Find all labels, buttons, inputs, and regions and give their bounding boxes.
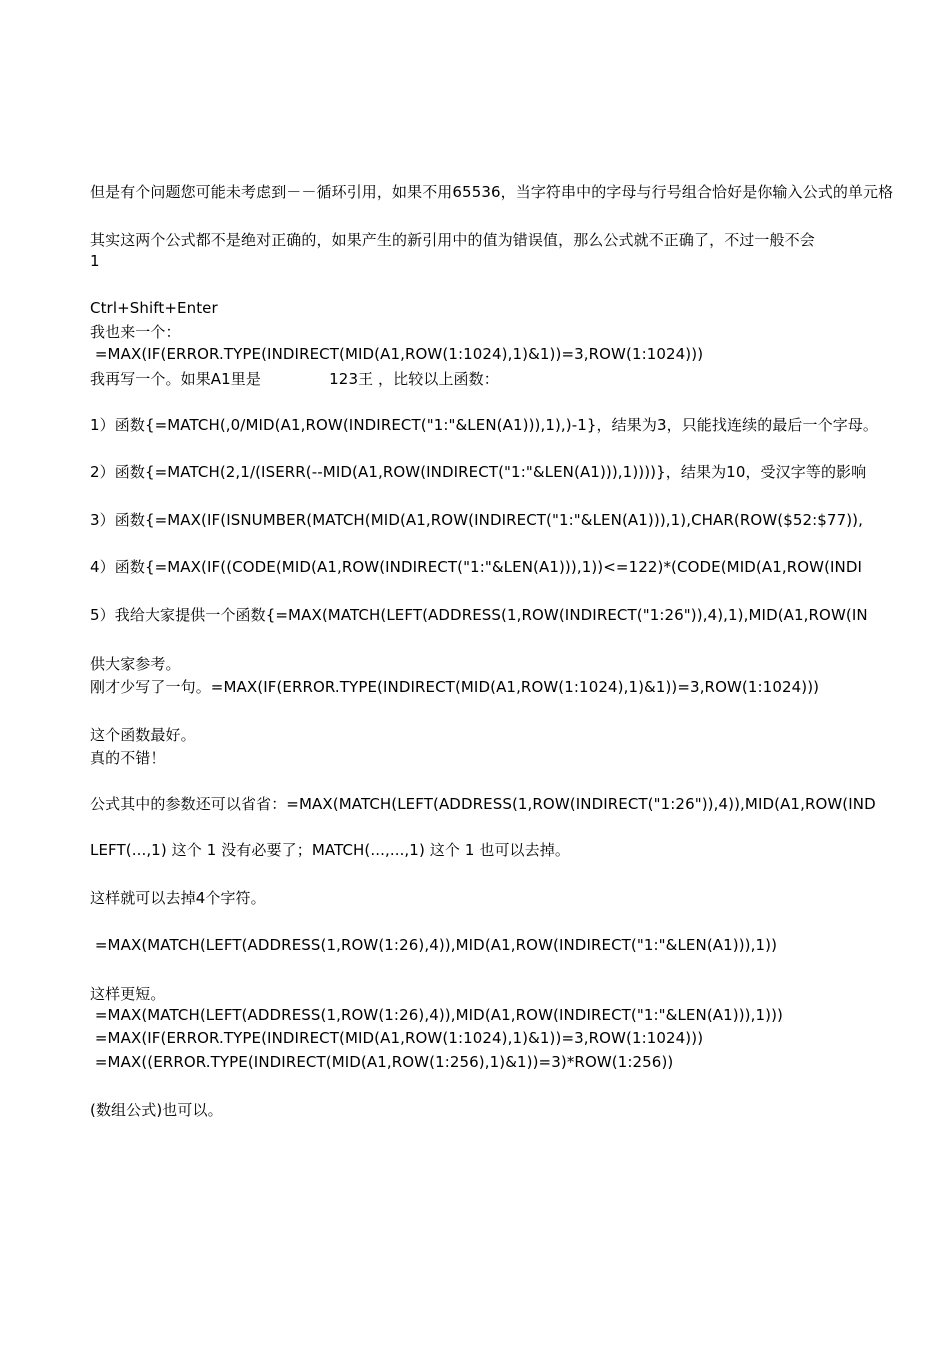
paragraph-for-reference: 供大家参考。: [90, 655, 181, 673]
paragraph-best-function: 这个函数最好。: [90, 726, 196, 744]
paragraph-key-combo: Ctrl+Shift+Enter: [90, 299, 218, 317]
formula-shortened: =MAX(MATCH(LEFT(ADDRESS(1,ROW(1:26),4)),MID(A1,ROW(INDIRECT("1:"&LEN(A1))),1)): [90, 936, 778, 954]
paragraph-left-match-note: LEFT(...,1) 这个 1 没有必要了；MATCH(...,...,1) 这个 1 也可以去掉。: [90, 841, 570, 859]
list-item-function-2: 2）函数{=MATCH(2,1/(ISERR(--MID(A1,ROW(INDIRECT("1:"&LEN(A1))),1))))}，结果为10，受汉字等的影响: [90, 463, 867, 481]
list-item-function-4: 4）函数{=MAX(IF((CODE(MID(A1,ROW(INDIRECT("1:"&LEN(A1))),1))<=122)*(CODE(MID(A1,ROW(INDI: [90, 558, 863, 576]
paragraph-number-one: 1: [90, 252, 100, 270]
list-item-function-3: 3）函数{=MAX(IF(ISNUMBER(MATCH(MID(A1,ROW(INDIRECT("1:"&LEN(A1))),1),CHAR(ROW($52:$77)),: [90, 511, 863, 529]
formula-error-type-row: =MAX((ERROR.TYPE(INDIRECT(MID(A1,ROW(1:256),1)&1))=3)*ROW(1:256)): [90, 1053, 674, 1071]
paragraph-me-too: 我也来一个：: [90, 323, 181, 341]
list-item-function-5: 5）我给大家提供一个函数{=MAX(MATCH(LEFT(ADDRESS(1,ROW(INDIRECT("1:26")),4),1),MID(A1,ROW(IN: [90, 606, 868, 624]
paragraph-remove-four-chars: 这样就可以去掉4个字符。: [90, 889, 266, 907]
formula-error-type: =MAX(IF(ERROR.TYPE(INDIRECT(MID(A1,ROW(1:1024),1)&1))=3,ROW(1:1024))): [90, 345, 704, 363]
paragraph-missed-sentence: 刚才少写了一句。=MAX(IF(ERROR.TYPE(INDIRECT(MID(A1,ROW(1:1024),1)&1))=3,ROW(1:1024))): [90, 678, 820, 696]
paragraph-circular-reference: 但是有个问题您可能未考虑到－－循环引用，如果不用65536，当字符串中的字母与行号组合恰好是你输入公式的单元格: [90, 183, 894, 201]
list-item-function-1: 1）函数{=MATCH(,0/MID(A1,ROW(INDIRECT("1:"&LEN(A1))),1),)-1}，结果为3，只能找连续的最后一个字母。: [90, 416, 878, 434]
paragraph-save-params: 公式其中的参数还可以省省：=MAX(MATCH(LEFT(ADDRESS(1,ROW(INDIRECT("1:26")),4)),MID(A1,ROW(IND: [90, 795, 876, 813]
paragraph-not-absolutely-correct: 其实这两个公式都不是绝对正确的，如果产生的新引用中的值为错误值，那么公式就不正确了，不过一般不会: [90, 231, 815, 249]
paragraph-compare-intro: 我再写一个。如果A1里是 123王 ，比较以上函数：: [90, 370, 499, 388]
formula-if-error-type: =MAX(IF(ERROR.TYPE(INDIRECT(MID(A1,ROW(1:1024),1)&1))=3,ROW(1:1024))): [90, 1029, 704, 1047]
formula-match-address: =MAX(MATCH(LEFT(ADDRESS(1,ROW(1:26),4)),MID(A1,ROW(INDIRECT("1:"&LEN(A1))),1))): [90, 1006, 783, 1024]
paragraph-shorter: 这样更短。: [90, 985, 166, 1003]
paragraph-very-good: 真的不错！: [90, 749, 166, 767]
paragraph-array-formula: (数组公式)也可以。: [90, 1101, 223, 1119]
